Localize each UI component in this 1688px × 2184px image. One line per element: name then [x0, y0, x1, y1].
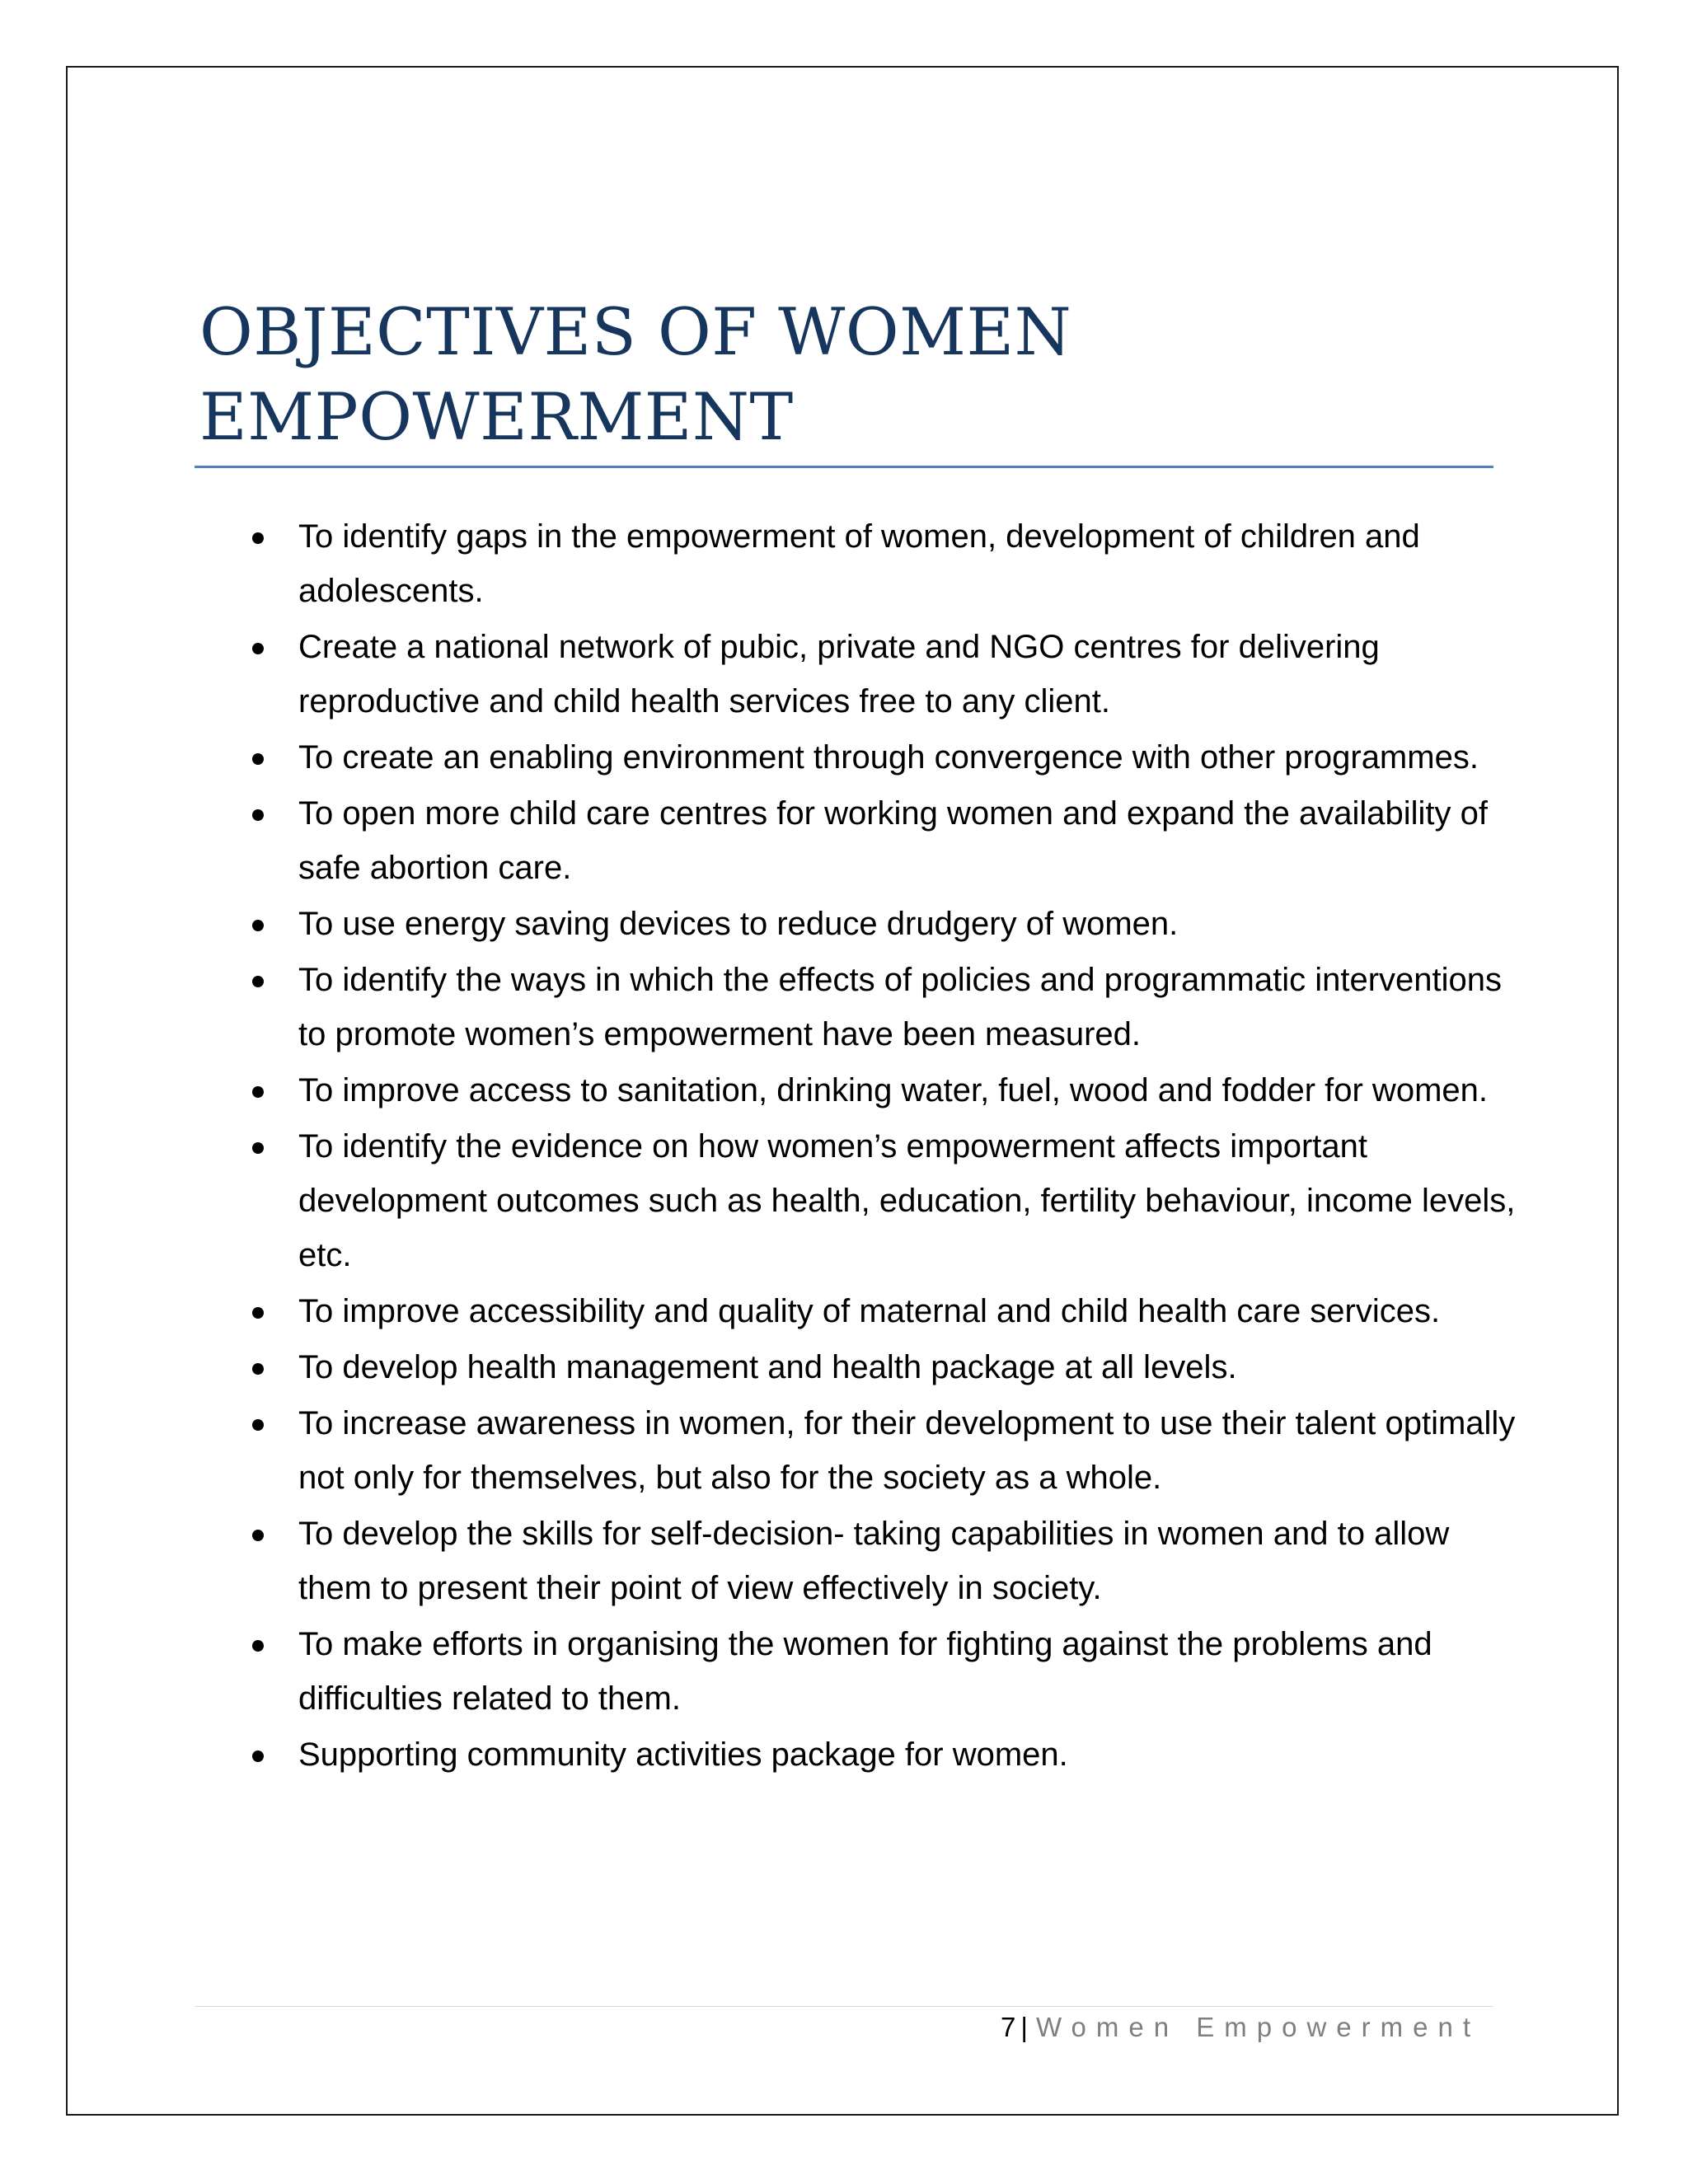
bullet-icon — [252, 920, 264, 931]
list-item — [247, 1507, 1517, 1615]
objectives-list — [247, 509, 1517, 1783]
bullet-icon — [252, 643, 264, 654]
list-item — [247, 1396, 1517, 1505]
page-footer — [1001, 2009, 1480, 2046]
bullet-icon — [252, 1530, 264, 1541]
list-item-text: To improve access to sanitation, drinking water, fuel, wood and fodder for women. — [298, 1072, 1488, 1108]
list-item — [247, 620, 1517, 729]
list-item — [247, 953, 1517, 1062]
list-item — [247, 1340, 1517, 1394]
list-item-text: To create an enabling environment through convergence with other programmes. — [298, 739, 1479, 776]
page-heading-line-1: OBJECTIVES OF WOMEN — [199, 294, 1072, 370]
list-item-text: To identify the evidence on how women’s empowerment affects important development outcomes such as health, education, fertility behaviour, income levels, etc. — [298, 1128, 1516, 1273]
page-number: 7 — [1001, 2012, 1016, 2042]
bullet-icon — [252, 1419, 264, 1431]
bullet-icon — [252, 1307, 264, 1319]
list-item-text: To make efforts in organising the women for fighting against the problems and difficulties related to them. — [298, 1626, 1432, 1717]
bullet-icon — [252, 1142, 264, 1154]
list-item-text: Create a national network of pubic, private and NGO centres for delivering reproductive and child health services free to any client. — [298, 629, 1380, 719]
bullet-icon — [252, 532, 264, 544]
list-item-text: To increase awareness in women, for their development to use their talent optimally not only for themselves, but also for the society as a whole. — [298, 1405, 1516, 1496]
footer-title: Women Empowerment — [1035, 2012, 1480, 2042]
footer-separator: | — [1020, 2012, 1028, 2042]
list-item — [247, 786, 1517, 895]
list-item — [247, 1119, 1517, 1282]
list-item-text: To improve accessibility and quality of maternal and child health care services. — [298, 1293, 1441, 1329]
list-item-text: To identify the ways in which the effects of policies and programmatic interventions to promote women’s empowerment have been measured. — [298, 962, 1502, 1052]
bullet-icon — [252, 976, 264, 987]
list-item — [247, 897, 1517, 951]
bullet-icon — [252, 753, 264, 765]
list-item — [247, 1727, 1517, 1782]
bullet-icon — [252, 1640, 264, 1652]
footer-divider — [195, 2006, 1493, 2007]
list-item-text: Supporting community activities package for women. — [298, 1736, 1068, 1773]
list-item-text: To develop health management and health package at all levels. — [298, 1349, 1237, 1385]
list-item — [247, 730, 1517, 785]
heading-divider — [195, 466, 1493, 468]
list-item — [247, 1063, 1517, 1118]
list-item-text: To identify gaps in the empowerment of women, development of children and adolescents. — [298, 518, 1420, 609]
list-item — [247, 1617, 1517, 1726]
page-heading-line-2: EMPOWERMENT — [199, 379, 794, 455]
bullet-icon — [252, 1750, 264, 1762]
bullet-icon — [252, 809, 264, 821]
list-item-text: To develop the skills for self-decision- taking capabilities in women and to allow them to present their point of view effectively in society. — [298, 1516, 1450, 1606]
page-heading — [199, 290, 1493, 460]
list-item-text: To use energy saving devices to reduce drudgery of women. — [298, 906, 1179, 942]
bullet-icon — [252, 1363, 264, 1375]
list-item — [247, 1284, 1517, 1338]
bullet-icon — [252, 1086, 264, 1098]
list-item-text: To open more child care centres for working women and expand the availability of safe abortion care. — [298, 795, 1489, 886]
list-item — [247, 509, 1517, 618]
